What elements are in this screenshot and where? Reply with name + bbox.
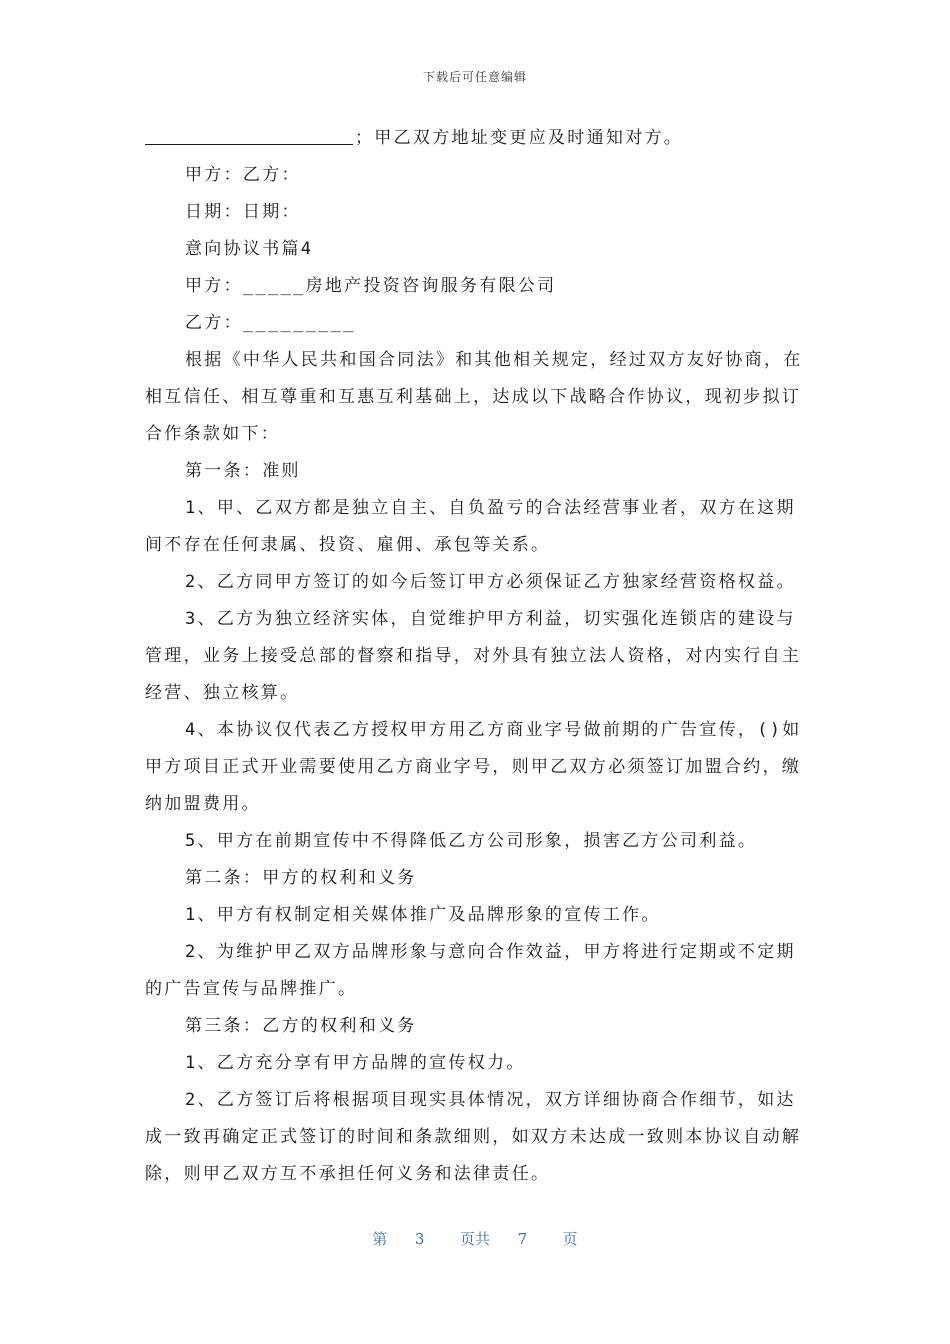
page-footer <box>0 1228 950 1249</box>
clause-paragraph: 2、乙方同甲方签订的如今后签订甲方必须保证乙方独家经营资格权益。 <box>185 572 796 592</box>
preamble-paragraph: 根据《中华人民共和国合同法》和其他相关规定，经过双方友好协商，在相互信任、相互尊重和互惠互利基础上，达成以下战略合作协议，现初步拟订合作条款如下： <box>145 350 803 444</box>
party-b-line: 乙方：_________ <box>185 313 356 333</box>
current-page-number: 3 <box>414 1230 425 1248</box>
footer-suffix: 页 <box>562 1230 578 1248</box>
address-change-line <box>145 120 810 157</box>
article-2-heading: 第二条：甲方的权利和义务 <box>185 868 417 888</box>
clause-paragraph: 1、甲、乙双方都是独立自主、自负盈亏的合法经营事业者，双方在这期间不存在任何隶属、投资、雇佣、承包等关系。 <box>145 498 796 555</box>
footer-prefix: 第 <box>372 1230 388 1248</box>
clause-paragraph: 1、乙方充分享有甲方品牌的宣传权力。 <box>185 1053 526 1073</box>
article-3-heading: 第三条：乙方的权利和义务 <box>185 1016 417 1036</box>
blank-underline <box>145 120 353 145</box>
section-heading: 意向协议书篇4 <box>185 239 314 259</box>
signature-parties: 甲方：乙方： <box>185 165 301 185</box>
clause-paragraph: 2、乙方签订后将根据项目现实具体情况，双方详细协商合作细节，如达成一致再确定正式签订的时间和条款细则，如双方未达成一致则本协议自动解除，则甲乙双方互不承担任何义务和法律责任。 <box>145 1090 802 1184</box>
clause-paragraph: 3、乙方为独立经济实体，自觉维护甲方利益，切实强化连锁店的建设与管理，业务上接受总部的督察和指导，对外具有独立法人资格，对内实行自主经营、独立核算。 <box>145 609 802 703</box>
clause-paragraph: 4、本协议仅代表乙方授权甲方用乙方商业字号做前期的广告宣传，()如甲方项目正式开业需要使用乙方商业字号，则甲乙双方必须签订加盟合约，缴纳加盟费用。 <box>145 720 802 814</box>
clause-paragraph: 2、为维护甲乙双方品牌形象与意向合作效益，甲方将进行定期或不定期的广告宣传与品牌推广。 <box>145 942 796 999</box>
clause-paragraph: 5、甲方在前期宣传中不得降低乙方公司形象，损害乙方公司利益。 <box>185 831 758 851</box>
article-1-heading: 第一条：准则 <box>185 461 301 481</box>
clause-paragraph: 1、甲方有权制定相关媒体推广及品牌形象的宣传工作。 <box>185 905 661 925</box>
total-pages-number: 7 <box>517 1230 528 1248</box>
page-header: 下载后可任意编辑 <box>422 70 527 84</box>
party-a-line: 甲方：_____房地产投资咨询服务有限公司 <box>185 276 557 296</box>
document-body <box>145 120 810 1193</box>
paragraph: ；甲乙双方地址变更应及时通知对方。 <box>355 128 684 148</box>
signature-dates: 日期：日期： <box>185 202 301 222</box>
footer-middle: 页共 <box>459 1230 490 1248</box>
